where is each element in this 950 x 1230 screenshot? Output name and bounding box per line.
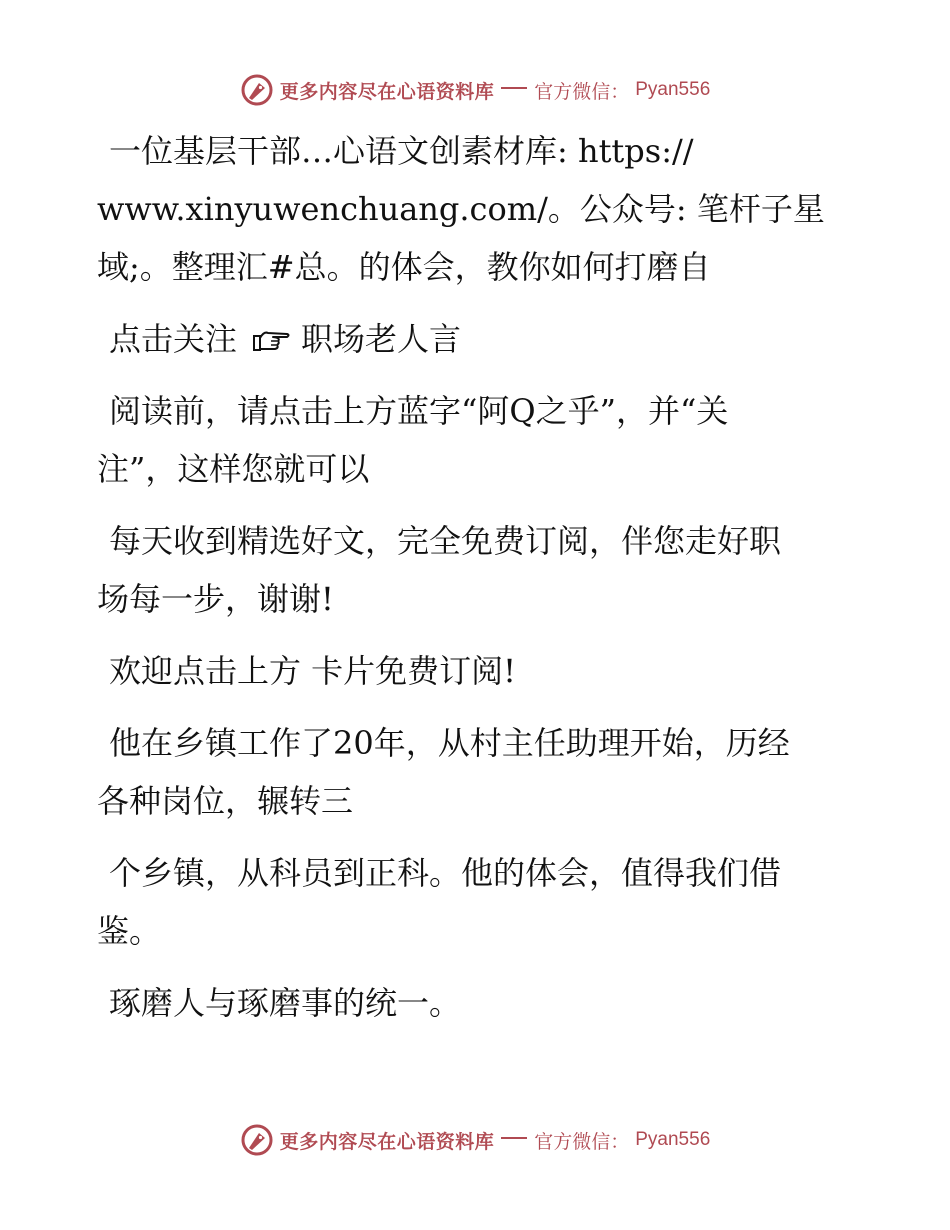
footer-banner bbox=[0, 1120, 950, 1160]
follow-prefix: 点击关注 bbox=[109, 320, 238, 358]
intro-line-3: 域;。整理汇#总。的体会，教你如何打磨自 bbox=[97, 248, 711, 286]
story2-line-1: 个乡镇，从科员到正科。他的体会，值得我们借 bbox=[109, 854, 782, 892]
header-banner bbox=[0, 70, 950, 110]
read-line-2: 注”，这样您就可以 bbox=[97, 450, 370, 488]
welcome-line: 欢迎点击上方 卡片免费订阅! bbox=[109, 652, 517, 690]
read-line-1: 阅读前，请点击上方蓝字“阿Q之乎”，并“关 bbox=[109, 392, 729, 430]
story2-line-2: 鉴。 bbox=[97, 912, 162, 950]
header-banner-text: 更多内容尽在心语资料库 bbox=[279, 80, 495, 103]
follow-line bbox=[97, 310, 857, 368]
footer-banner-subtitle: 官方微信： bbox=[534, 1130, 630, 1153]
header-wechat-id: Pyan556 bbox=[635, 79, 711, 100]
pen-nib-logo-icon bbox=[240, 1123, 274, 1157]
footer-wechat-id: Pyan556 bbox=[635, 1129, 711, 1150]
follow-suffix: 职场老人言 bbox=[301, 320, 462, 358]
closing-line: 琢磨人与琢磨事的统一。 bbox=[109, 984, 462, 1022]
body-content bbox=[97, 122, 857, 1032]
intro-line-2: www.xinyuwenchuang.com/。公众号: 笔杆子星 bbox=[97, 190, 825, 228]
intro-line-1: 一位基层干部…心语文创素材库: https:// bbox=[109, 132, 694, 170]
story-line-1: 他在乡镇工作了20年，从村主任助理开始，历经 bbox=[109, 724, 790, 762]
pointing-hand-icon bbox=[251, 327, 291, 353]
header-banner-dash bbox=[501, 87, 527, 89]
daily-line-2: 场每一步，谢谢! bbox=[97, 580, 334, 618]
footer-banner-text: 更多内容尽在心语资料库 bbox=[279, 1130, 495, 1153]
header-banner-subtitle: 官方微信： bbox=[534, 80, 630, 103]
footer-banner-dash bbox=[501, 1137, 527, 1139]
daily-line-1: 每天收到精选好文，完全免费订阅，伴您走好职 bbox=[109, 522, 782, 560]
story-line-2: 各种岗位，辗转三 bbox=[97, 782, 354, 820]
pen-nib-logo-icon bbox=[240, 73, 274, 107]
